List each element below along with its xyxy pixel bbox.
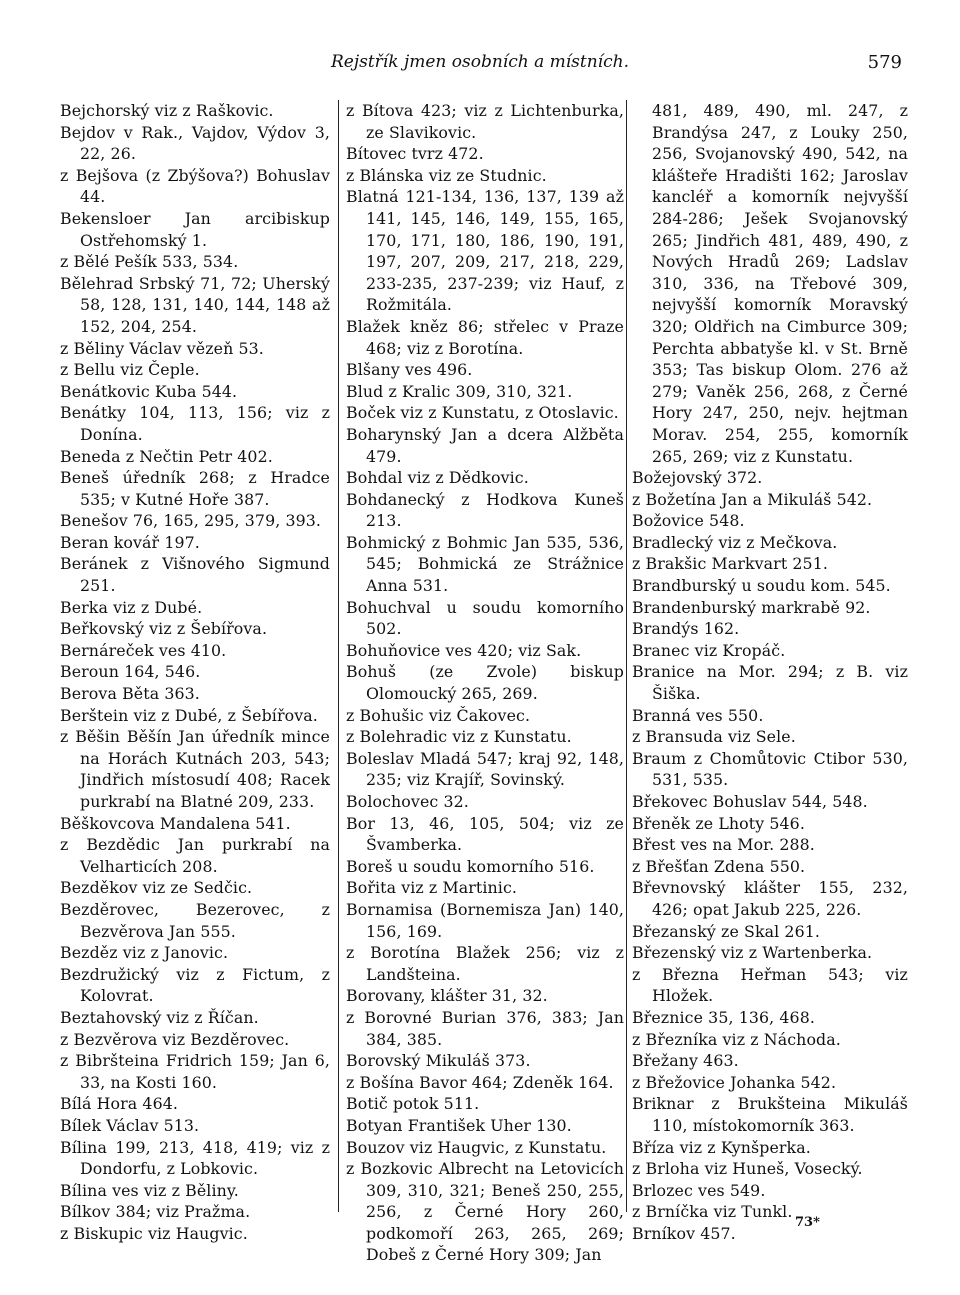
index-entry: z Borovné Burian 376, 383; Jan 384, 385.	[346, 1007, 624, 1049]
index-entry: Božovice 548.	[632, 511, 745, 531]
index-entry: Blšany ves 496.	[346, 360, 473, 380]
index-entry: Beztahovský viz z Říčan.	[60, 1007, 259, 1027]
index-entry: Borovský Mikuláš 373.	[346, 1051, 531, 1071]
index-entry: Beroun 164, 546.	[60, 662, 201, 682]
index-entry: Boleslav Mladá 547; kraj 92, 148, 235; viz Krajíř, Sovinský.	[346, 748, 624, 790]
index-entry: Bříza viz z Kynšperka.	[632, 1137, 811, 1157]
index-entry: Botyan František Uher 130.	[346, 1115, 572, 1135]
index-entry: Bohuňovice ves 420; viz Sak.	[346, 640, 582, 660]
index-entry: z Březníka viz z Náchoda.	[632, 1029, 841, 1049]
index-entry: z Bransuda viz Sele.	[632, 727, 796, 747]
index-entry: Bejchorský viz z Raškovic.	[60, 101, 274, 120]
index-entry: Bekensloer Jan arcibiskup Ostřehomský 1.	[60, 208, 330, 250]
index-entry: Branná ves 550.	[632, 705, 764, 725]
index-entry: Braum z Chomůtovic Ctibor 530, 531, 535.	[632, 748, 908, 790]
page-number: 579	[867, 52, 902, 73]
index-entry: z Brníčka viz Tunkl.	[632, 1202, 793, 1222]
index-entry: Březanský ze Skal 261.	[632, 921, 820, 941]
index-entry: Benátky 104, 113, 156; viz z Donína.	[60, 403, 330, 444]
index-entry: Benešov 76, 165, 295, 379, 393.	[60, 511, 322, 531]
index-entry: z Bibršteina Fridrich 159; Jan 6, 33, na Kosti 160.	[60, 1051, 330, 1092]
index-entry: Břevnovský klášter 155, 232, 426; opat Jakub 225, 226.	[632, 878, 908, 919]
index-entry: Bílá Hora 464.	[60, 1094, 179, 1114]
index-column-2	[346, 100, 624, 1266]
index-entry: Břekovec Bohuslav 544, 548.	[632, 792, 868, 811]
index-entry: Bořita viz z Martinic.	[346, 878, 518, 898]
index-entry: Březnice 35, 136, 468.	[632, 1007, 815, 1027]
index-entry: Bohdal viz z Dědkovic.	[346, 468, 529, 488]
index-entry: Brandýs 162.	[632, 619, 740, 639]
index-entry: Bejdov v Rak., Vajdov, Výdov 3, 22, 26.	[60, 122, 330, 164]
index-entry: Benátkovic Kuba 544.	[60, 381, 238, 401]
index-entry: Brandenburský markrabě 92.	[632, 597, 871, 617]
index-entry: Bor 13, 46, 105, 504; viz ze Švamberka.	[346, 813, 624, 855]
index-entry: z Borotína Blažek 256; viz z Landšteina.	[346, 943, 624, 984]
index-entry: z Bozkovic Albrecht na Letovicích 309, 310, 321; Beneš 250, 255, 256, z Černé Hory 260, podkomoří 263, 265, 269; Dobeš z Černé Hory 309; Jan	[346, 1159, 624, 1265]
index-entry: Blud z Kralic 309, 310, 321.	[346, 381, 573, 401]
index-entry: Branice na Mor. 294; z B. viz Šiška.	[632, 662, 908, 704]
index-entry: z Bezvěrova viz Bezděrovec.	[60, 1029, 290, 1049]
index-entry: Boreš u soudu komorního 516.	[346, 856, 595, 876]
index-entry: Běškovcova Mandalena 541.	[60, 813, 291, 833]
index-entry: Berka viz z Dubé.	[60, 597, 203, 617]
index-entry: z Bošína Bavor 464; Zdeněk 164.	[346, 1072, 614, 1092]
index-entry: z Bezdědic Jan purkrabí na Velharticích 208.	[60, 835, 330, 876]
index-entry: Bouzov viz Haugvic, z Kunstatu.	[346, 1137, 607, 1157]
index-entry: Bítovec tvrz 472.	[346, 144, 484, 164]
index-entry: z Bělé Pešík 533, 534.	[60, 252, 239, 272]
index-entry: Břežany 463.	[632, 1051, 739, 1071]
index-entry: z Břešťan Zdena 550.	[632, 856, 806, 876]
index-entry: Břeněk ze Lhoty 546.	[632, 813, 805, 833]
index-entry: Bílina ves viz z Běliny.	[60, 1180, 239, 1200]
index-entry: Břest ves na Mor. 288.	[632, 835, 815, 855]
index-entry: Brníkov 457.	[632, 1223, 736, 1243]
index-entry: z Brloha viz Huneš, Vosecký.	[632, 1159, 863, 1179]
index-entry: z Běšin Běšín Jan úředník mince na Horách Kutnách 203, 543; Jindřich místosudí 408; Racek purkrabí na Blatné 209, 233.	[60, 727, 330, 811]
index-entry: Bohdanecký z Hodkova Kuneš 213.	[346, 489, 624, 531]
index-entry: Borovany, klášter 31, 32.	[346, 986, 548, 1006]
index-entry: Bohmický z Bohmic Jan 535, 536, 545; Bohmická ze Strážnice Anna 531.	[346, 532, 624, 596]
index-entry: Bílek Václav 513.	[60, 1115, 200, 1135]
column-divider	[626, 100, 627, 1212]
index-entry: Beřkovský viz z Šebířova.	[60, 619, 268, 639]
running-header-title: Rejstřík jmen osobních a místních.	[330, 52, 629, 72]
index-entry: 481, 489, 490, ml. 247, z Brandýsa 247, z Louky 250, 256, Svojanovský 490, 542, na klášteře Hradišti 162; Jaroslav kancléř a komorník nejvyšší 284-286; Ješek Svojanovský 265; Jindřich 481, 489, 490, z Nových Hradů 269; Ladslav 310, 336, na Třebové 309, nejvyšší komorník Moravský 320; Oldřich na Cimburce 309; Perchta abbatyše kl. v St. Brně 353; Tas biskup Olom. 276 až 279; Vaněk 256, 268, z Černé Hory 247, 250, nejv. hejtman Morav. 254, 255, komorník 265, 269; viz z Kunstatu.	[652, 101, 908, 466]
index-entry: Berštein viz z Dubé, z Šebířova.	[60, 705, 318, 725]
index-entry: Beneš úředník 268; z Hradce 535; v Kutné Hoře 387.	[60, 468, 330, 509]
index-entry: z Běliny Václav vězeň 53.	[60, 338, 264, 358]
index-entry: Botič potok 511.	[346, 1094, 480, 1114]
index-entry: Blatná 121-134, 136, 137, 139 až 141, 145, 146, 149, 155, 165, 170, 171, 180, 186, 190, 191, 197, 207, 209, 217, 218, 229, 233-235, 237-239; viz Hauf, z Rožmitála.	[346, 187, 624, 315]
index-entry: z Bellu viz Čeple.	[60, 360, 200, 380]
index-entry: z Blánska viz ze Studnic.	[346, 165, 547, 185]
index-entry: Bezděrovec, Bezerovec, z Bezvěrova Jan 555.	[60, 899, 330, 941]
index-entry: z Bolehradic viz z Kunstatu.	[346, 727, 572, 747]
index-entry: Březenský viz z Wartenberka.	[632, 943, 873, 963]
index-entry: Bohuchval u soudu komorního 502.	[346, 597, 624, 639]
index-entry: Bílkov 384; viz Pražma.	[60, 1202, 251, 1222]
index-entry: Boharynský Jan a dcera Alžběta 479.	[346, 424, 624, 466]
index-column-1	[60, 100, 330, 1244]
index-entry: Bezděz viz z Janovic.	[60, 943, 229, 963]
index-entry: Berova Běta 363.	[60, 684, 200, 704]
index-entry: Beran kovář 197.	[60, 532, 200, 552]
index-entry: z Brakšic Markvart 251.	[632, 554, 828, 574]
index-entry: Bohuš (ze Zvole) biskup Olomoucký 265, 269.	[346, 662, 624, 704]
index-column-3	[632, 100, 908, 1244]
index-entry: Božejovský 372.	[632, 468, 763, 488]
index-entry: Branec viz Kropáč.	[632, 640, 786, 660]
column-divider	[338, 100, 339, 1212]
index-entry: Boček viz z Kunstatu, z Otoslavic.	[346, 403, 619, 423]
index-entry: z Biskupic viz Haugvic.	[60, 1223, 248, 1243]
index-entry: Bornamisa (Bornemisza Jan) 140, 156, 169.	[346, 899, 624, 941]
index-entry: Bernáreček ves 410.	[60, 640, 227, 660]
index-entry: Brlozec ves 549.	[632, 1180, 766, 1200]
index-entry: z Března Heřman 543; viz Hložek.	[632, 964, 908, 1006]
index-entry: Briknar z Brukšteina Mikuláš 110, místokomorník 363.	[632, 1094, 908, 1135]
printer-signature-mark: 73*	[795, 1215, 820, 1230]
index-entry: Bělehrad Srbský 71, 72; Uherský 58, 128, 131, 140, 144, 148 až 152, 204, 254.	[60, 273, 330, 336]
index-entry: z Bítova 423; viz z Lichtenburka, ze Slavikovic.	[346, 101, 624, 142]
index-entry: z Bohušic viz Čakovec.	[346, 705, 531, 725]
index-entry: Beneda z Nečtin Petr 402.	[60, 446, 273, 466]
index-entry: Bolochovec 32.	[346, 792, 469, 811]
index-entry: Brandburský u soudu kom. 545.	[632, 576, 891, 596]
index-entry: Bílina 199, 213, 418, 419; viz z Dondorfu, z Lobkovic.	[60, 1137, 330, 1179]
index-entry: Blažek kněz 86; střelec v Praze 468; viz z Borotína.	[346, 316, 624, 358]
index-entry: z Božetína Jan a Mikuláš 542.	[632, 489, 873, 509]
index-entry: Bezdružický viz z Fictum, z Kolovrat.	[60, 964, 330, 1006]
index-entry: z Břežovice Johanka 542.	[632, 1072, 837, 1092]
index-entry: Bradlecký viz z Mečkova.	[632, 532, 838, 552]
index-entry: z Bejšova (z Zbýšova?) Bohuslav 44.	[60, 165, 330, 207]
index-entry: Beránek z Višnového Sigmund 251.	[60, 554, 330, 596]
index-entry: Bezděkov viz ze Sedčic.	[60, 878, 253, 898]
